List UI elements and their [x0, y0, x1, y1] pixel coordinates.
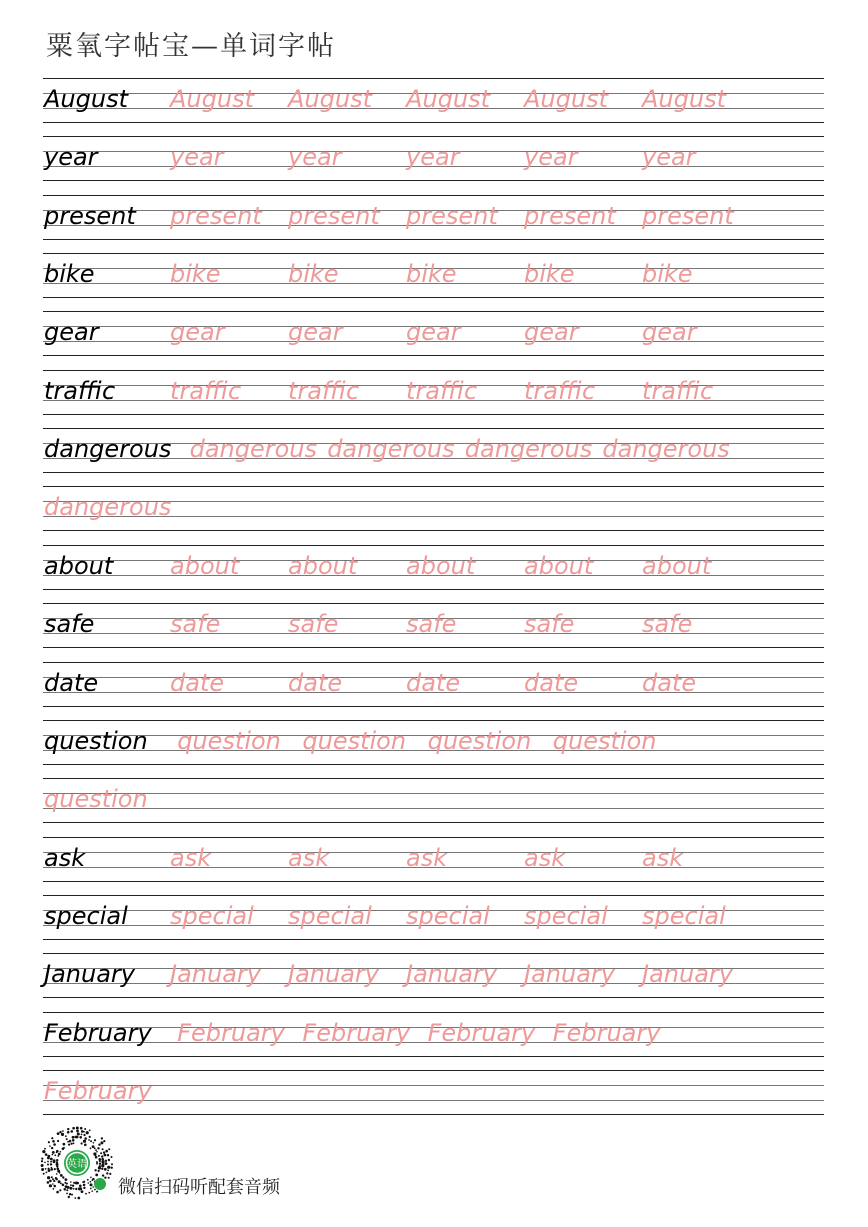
trace-word: January: [406, 960, 497, 989]
audio-footer: [40, 1126, 440, 1206]
trace-word: year: [288, 143, 342, 172]
practice-row: [43, 720, 824, 765]
trace-word: bike: [642, 260, 693, 289]
badge-label: 英语: [67, 1159, 87, 1170]
practice-row: [43, 662, 824, 707]
trace-word: present: [406, 201, 498, 230]
practice-row: [43, 136, 824, 181]
trace-word: question: [302, 726, 407, 755]
trace-word: special: [288, 901, 372, 930]
trace-word: gear: [170, 318, 225, 347]
guide-line: [43, 195, 824, 196]
practice-row: [43, 428, 824, 473]
trace-word: dangerous: [602, 435, 730, 464]
practice-row: [43, 545, 824, 590]
model-word: year: [44, 143, 98, 172]
trace-word: August: [288, 85, 372, 113]
guide-line: [43, 1085, 824, 1086]
trace-word: about: [170, 551, 240, 580]
practice-row: [43, 603, 824, 648]
trace-word: dangerous: [44, 493, 172, 522]
guide-line: [43, 1012, 824, 1013]
practice-row: [43, 486, 824, 531]
guide-line: [43, 472, 824, 473]
guide-line: [43, 1056, 824, 1057]
trace-word: traffic: [524, 376, 596, 405]
model-word: ask: [44, 843, 86, 872]
trace-word: special: [406, 901, 490, 930]
trace-word: August: [642, 85, 726, 113]
trace-word: ask: [288, 843, 330, 872]
trace-word: present: [288, 201, 380, 230]
trace-word: February: [427, 1018, 536, 1047]
trace-word: present: [642, 201, 734, 230]
guide-line: [43, 1100, 824, 1101]
trace-word: about: [524, 551, 594, 580]
trace-word: August: [406, 85, 490, 113]
trace-word: date: [406, 668, 461, 697]
trace-word: August: [524, 85, 608, 113]
guide-line: [43, 180, 824, 181]
trace-word: year: [406, 143, 460, 172]
trace-word: question: [427, 726, 532, 755]
model-word: date: [44, 668, 99, 697]
practice-row: [43, 837, 824, 882]
guide-line: [43, 662, 824, 663]
guide-line: [43, 486, 824, 487]
practice-row: [43, 311, 824, 356]
trace-word: gear: [406, 318, 461, 347]
trace-word: date: [524, 668, 579, 697]
model-word: special: [44, 901, 128, 930]
model-word: about: [44, 551, 114, 580]
guide-line: [43, 428, 824, 429]
trace-word: question: [552, 726, 657, 755]
practice-row: [43, 778, 824, 823]
trace-word: February: [44, 1076, 152, 1105]
qr-code-icon[interactable]: [40, 1126, 114, 1200]
guide-line: [43, 808, 824, 809]
trace-word: bike: [406, 260, 457, 289]
guide-line: [43, 136, 824, 137]
trace-word: ask: [642, 843, 684, 872]
trace-word: gear: [642, 318, 697, 347]
guide-line: [43, 414, 824, 415]
trace-word: August: [170, 85, 254, 113]
trace-word: special: [642, 901, 726, 930]
model-word: August: [44, 85, 128, 113]
trace-word: question: [44, 785, 148, 814]
trace-word: traffic: [406, 376, 478, 405]
trace-word: traffic: [642, 376, 714, 405]
trace-word: safe: [406, 610, 457, 639]
trace-word: about: [288, 551, 358, 580]
guide-line: [43, 239, 824, 240]
trace-word: dangerous: [189, 435, 318, 464]
guide-line: [43, 370, 824, 371]
model-word: safe: [44, 610, 95, 639]
guide-line: [43, 355, 824, 356]
trace-word: present: [170, 201, 262, 230]
page-title: 粟氧字帖宝—单词字帖: [46, 31, 336, 62]
trace-word: February: [552, 1018, 661, 1047]
practice-row: [43, 195, 824, 240]
trace-word: bike: [170, 260, 221, 289]
trace-word: safe: [642, 610, 693, 639]
trace-word: about: [642, 551, 712, 580]
trace-word: ask: [406, 843, 448, 872]
model-word: gear: [44, 318, 99, 347]
trace-word: about: [406, 551, 476, 580]
trace-word: safe: [288, 610, 339, 639]
practice-row: [43, 370, 824, 415]
guide-line: [43, 720, 824, 721]
trace-word: February: [302, 1018, 411, 1047]
practice-row: [43, 953, 824, 998]
guide-line: [43, 297, 824, 298]
practice-row: [43, 253, 824, 298]
model-word: present: [44, 201, 136, 230]
audio-caption: 微信扫码听配套音频: [118, 1177, 280, 1198]
guide-line: [43, 881, 824, 882]
trace-word: safe: [524, 610, 575, 639]
guide-line: [43, 953, 824, 954]
trace-word: traffic: [170, 376, 242, 405]
guide-line: [43, 822, 824, 823]
guide-line: [43, 939, 824, 940]
guide-line: [43, 706, 824, 707]
model-word: traffic: [44, 376, 116, 405]
trace-word: ask: [524, 843, 566, 872]
trace-word: January: [170, 960, 261, 989]
guide-line: [43, 545, 824, 546]
guide-line: [43, 997, 824, 998]
trace-word: bike: [288, 260, 339, 289]
trace-word: bike: [524, 260, 575, 289]
guide-line: [43, 895, 824, 896]
practice-row: [43, 895, 824, 940]
trace-word: ask: [170, 843, 212, 872]
small-badge-icon: [94, 1178, 106, 1190]
trace-word: February: [177, 1018, 285, 1047]
model-word: February: [44, 1018, 152, 1047]
trace-word: year: [170, 143, 224, 172]
guide-line: [43, 589, 824, 590]
trace-word: January: [524, 960, 615, 989]
trace-word: present: [524, 201, 616, 230]
guide-line: [43, 603, 824, 604]
practice-row: [43, 1070, 824, 1115]
guide-line: [43, 530, 824, 531]
guide-line: [43, 253, 824, 254]
guide-line: [43, 647, 824, 648]
trace-word: date: [288, 668, 343, 697]
trace-word: date: [170, 668, 225, 697]
practice-row: [43, 1012, 824, 1057]
guide-line: [43, 778, 824, 779]
trace-word: year: [524, 143, 578, 172]
guide-line: [43, 793, 824, 794]
guide-line: [43, 1070, 824, 1071]
trace-word: January: [642, 960, 733, 989]
model-word: bike: [44, 260, 95, 289]
guide-line: [43, 78, 824, 79]
model-word: question: [44, 726, 148, 755]
guide-line: [43, 311, 824, 312]
trace-word: date: [642, 668, 697, 697]
trace-word: dangerous: [464, 435, 593, 464]
guide-line: [43, 764, 824, 765]
trace-word: special: [524, 901, 608, 930]
practice-row: [43, 78, 824, 123]
trace-word: question: [177, 726, 281, 755]
guide-line: [43, 1114, 824, 1115]
trace-word: gear: [524, 318, 579, 347]
model-word: January: [44, 960, 135, 989]
guide-line: [43, 837, 824, 838]
trace-word: dangerous: [327, 435, 455, 464]
trace-word: traffic: [288, 376, 360, 405]
trace-word: safe: [170, 610, 221, 639]
trace-word: gear: [288, 318, 343, 347]
guide-line: [43, 122, 824, 123]
model-word: dangerous: [44, 435, 172, 464]
trace-word: year: [642, 143, 696, 172]
trace-word: January: [288, 960, 379, 989]
trace-word: special: [170, 901, 254, 930]
